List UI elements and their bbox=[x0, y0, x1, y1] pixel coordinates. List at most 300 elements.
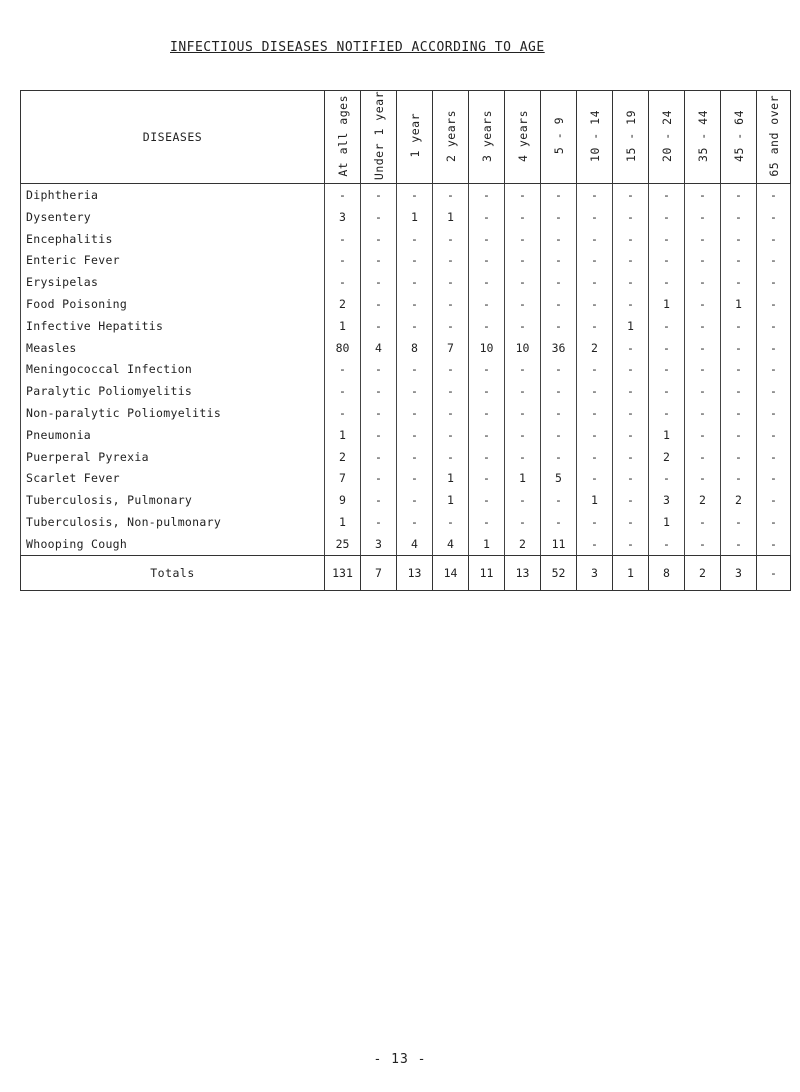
age-column-header bbox=[649, 91, 685, 184]
disease-name: Tuberculosis, Pulmonary bbox=[21, 489, 325, 511]
count-cell: - bbox=[721, 533, 757, 555]
count-cell: - bbox=[541, 184, 577, 206]
count-cell: - bbox=[721, 228, 757, 250]
count-cell: - bbox=[433, 228, 469, 250]
total-cell: 14 bbox=[433, 555, 469, 590]
count-cell: - bbox=[757, 293, 791, 315]
count-cell: - bbox=[649, 380, 685, 402]
count-cell: - bbox=[505, 511, 541, 533]
count-cell: - bbox=[397, 402, 433, 424]
count-cell: - bbox=[613, 337, 649, 359]
count-cell: - bbox=[721, 315, 757, 337]
count-cell: - bbox=[361, 358, 397, 380]
count-cell: - bbox=[469, 228, 505, 250]
count-cell: - bbox=[505, 380, 541, 402]
age-column-label: 65 and over bbox=[766, 94, 781, 177]
count-cell: - bbox=[685, 446, 721, 468]
count-cell: - bbox=[613, 358, 649, 380]
totals-row bbox=[21, 555, 791, 590]
count-cell: - bbox=[361, 511, 397, 533]
count-cell: - bbox=[685, 315, 721, 337]
count-cell: - bbox=[613, 206, 649, 228]
disease-name: Measles bbox=[21, 337, 325, 359]
count-cell: - bbox=[433, 315, 469, 337]
count-cell: - bbox=[649, 358, 685, 380]
count-cell: 2 bbox=[649, 446, 685, 468]
count-cell: - bbox=[433, 424, 469, 446]
count-cell: - bbox=[685, 467, 721, 489]
count-cell: - bbox=[505, 293, 541, 315]
count-cell: 2 bbox=[721, 489, 757, 511]
count-cell: - bbox=[577, 206, 613, 228]
count-cell: 11 bbox=[541, 533, 577, 555]
age-column-label: 3 years bbox=[479, 109, 494, 162]
count-cell: - bbox=[397, 293, 433, 315]
age-column-label: 15 - 19 bbox=[623, 109, 638, 162]
total-cell: 13 bbox=[397, 555, 433, 590]
total-cell: 11 bbox=[469, 555, 505, 590]
total-cell: - bbox=[757, 555, 791, 590]
count-cell: - bbox=[577, 380, 613, 402]
count-cell: - bbox=[577, 358, 613, 380]
count-cell: 1 bbox=[649, 511, 685, 533]
count-cell: 2 bbox=[325, 293, 361, 315]
count-cell: - bbox=[505, 446, 541, 468]
count-cell: - bbox=[397, 271, 433, 293]
count-cell: - bbox=[469, 184, 505, 206]
disease-name: Infective Hepatitis bbox=[21, 315, 325, 337]
count-cell: 1 bbox=[649, 424, 685, 446]
count-cell: - bbox=[757, 337, 791, 359]
count-cell: - bbox=[541, 249, 577, 271]
count-cell: - bbox=[757, 533, 791, 555]
count-cell: 3 bbox=[361, 533, 397, 555]
count-cell: - bbox=[505, 249, 541, 271]
count-cell: 80 bbox=[325, 337, 361, 359]
count-cell: - bbox=[757, 249, 791, 271]
count-cell: - bbox=[613, 249, 649, 271]
count-cell: - bbox=[613, 511, 649, 533]
count-cell: - bbox=[541, 358, 577, 380]
total-cell: 1 bbox=[613, 555, 649, 590]
count-cell: - bbox=[505, 271, 541, 293]
count-cell: - bbox=[361, 184, 397, 206]
count-cell: - bbox=[757, 271, 791, 293]
disease-name: Erysipelas bbox=[21, 271, 325, 293]
count-cell: 4 bbox=[361, 337, 397, 359]
count-cell: - bbox=[721, 271, 757, 293]
total-cell: 52 bbox=[541, 555, 577, 590]
count-cell: - bbox=[721, 380, 757, 402]
count-cell: 1 bbox=[433, 489, 469, 511]
count-cell: - bbox=[541, 293, 577, 315]
total-cell: 131 bbox=[325, 555, 361, 590]
table-row bbox=[21, 228, 791, 250]
age-column-header bbox=[325, 91, 361, 184]
count-cell: - bbox=[433, 293, 469, 315]
age-column-header bbox=[541, 91, 577, 184]
total-cell: 8 bbox=[649, 555, 685, 590]
count-cell: 9 bbox=[325, 489, 361, 511]
header-row bbox=[21, 91, 791, 184]
count-cell: - bbox=[433, 511, 469, 533]
count-cell: - bbox=[541, 511, 577, 533]
notifications-table bbox=[20, 90, 791, 591]
count-cell: - bbox=[469, 358, 505, 380]
count-cell: - bbox=[577, 467, 613, 489]
count-cell: - bbox=[613, 489, 649, 511]
count-cell: - bbox=[721, 184, 757, 206]
table-row bbox=[21, 380, 791, 402]
count-cell: - bbox=[397, 489, 433, 511]
count-cell: - bbox=[613, 446, 649, 468]
total-cell: 2 bbox=[685, 555, 721, 590]
count-cell: - bbox=[325, 249, 361, 271]
count-cell: - bbox=[721, 467, 757, 489]
count-cell: 2 bbox=[685, 489, 721, 511]
count-cell: - bbox=[685, 206, 721, 228]
count-cell: - bbox=[577, 402, 613, 424]
age-column-header bbox=[685, 91, 721, 184]
count-cell: - bbox=[361, 271, 397, 293]
age-column-label: 35 - 44 bbox=[695, 109, 710, 162]
table-row bbox=[21, 358, 791, 380]
count-cell: - bbox=[721, 249, 757, 271]
table-row bbox=[21, 467, 791, 489]
count-cell: 7 bbox=[325, 467, 361, 489]
count-cell: 1 bbox=[433, 467, 469, 489]
count-cell: - bbox=[685, 184, 721, 206]
disease-name: Meningococcal Infection bbox=[21, 358, 325, 380]
age-column-header bbox=[577, 91, 613, 184]
page-title: INFECTIOUS DISEASES NOTIFIED ACCORDING TO AGE bbox=[170, 40, 545, 55]
age-column-header bbox=[505, 91, 541, 184]
count-cell: 1 bbox=[721, 293, 757, 315]
count-cell: - bbox=[361, 206, 397, 228]
count-cell: - bbox=[325, 228, 361, 250]
count-cell: - bbox=[469, 380, 505, 402]
count-cell: - bbox=[397, 467, 433, 489]
count-cell: - bbox=[433, 446, 469, 468]
count-cell: - bbox=[469, 315, 505, 337]
count-cell: - bbox=[757, 402, 791, 424]
count-cell: - bbox=[757, 446, 791, 468]
count-cell: - bbox=[613, 184, 649, 206]
age-column-label: 20 - 24 bbox=[659, 109, 674, 162]
count-cell: - bbox=[361, 489, 397, 511]
count-cell: 3 bbox=[649, 489, 685, 511]
count-cell: - bbox=[757, 228, 791, 250]
count-cell: - bbox=[397, 249, 433, 271]
age-column-header bbox=[469, 91, 505, 184]
age-column-label: 1 year bbox=[407, 113, 422, 158]
count-cell: - bbox=[361, 424, 397, 446]
count-cell: - bbox=[505, 402, 541, 424]
count-cell: - bbox=[361, 402, 397, 424]
table-body bbox=[21, 184, 791, 556]
age-column-header bbox=[361, 91, 397, 184]
count-cell: - bbox=[577, 293, 613, 315]
count-cell: - bbox=[613, 467, 649, 489]
age-column-label: 2 years bbox=[443, 109, 458, 162]
count-cell: - bbox=[469, 402, 505, 424]
count-cell: - bbox=[721, 402, 757, 424]
count-cell: - bbox=[649, 271, 685, 293]
count-cell: - bbox=[577, 271, 613, 293]
count-cell: - bbox=[541, 424, 577, 446]
count-cell: - bbox=[649, 315, 685, 337]
count-cell: - bbox=[325, 358, 361, 380]
disease-name: Scarlet Fever bbox=[21, 467, 325, 489]
count-cell: - bbox=[505, 206, 541, 228]
count-cell: - bbox=[505, 489, 541, 511]
age-column-label: 4 years bbox=[515, 109, 530, 162]
age-column-label: 45 - 64 bbox=[731, 109, 746, 162]
count-cell: - bbox=[325, 402, 361, 424]
disease-name: Tuberculosis, Non-pulmonary bbox=[21, 511, 325, 533]
count-cell: - bbox=[757, 206, 791, 228]
count-cell: - bbox=[757, 489, 791, 511]
count-cell: - bbox=[721, 424, 757, 446]
total-cell: 3 bbox=[721, 555, 757, 590]
count-cell: - bbox=[649, 467, 685, 489]
count-cell: - bbox=[613, 424, 649, 446]
totals-label: Totals bbox=[21, 555, 325, 590]
count-cell: - bbox=[649, 402, 685, 424]
count-cell: - bbox=[541, 402, 577, 424]
diseases-header: DISEASES bbox=[21, 91, 325, 184]
count-cell: - bbox=[685, 337, 721, 359]
count-cell: - bbox=[325, 271, 361, 293]
count-cell: - bbox=[469, 424, 505, 446]
count-cell: - bbox=[721, 337, 757, 359]
count-cell: - bbox=[361, 315, 397, 337]
age-column-header bbox=[433, 91, 469, 184]
count-cell: - bbox=[721, 358, 757, 380]
count-cell: 1 bbox=[325, 511, 361, 533]
count-cell: - bbox=[505, 424, 541, 446]
count-cell: - bbox=[505, 228, 541, 250]
count-cell: - bbox=[433, 380, 469, 402]
count-cell: 2 bbox=[325, 446, 361, 468]
count-cell: - bbox=[613, 293, 649, 315]
total-cell: 3 bbox=[577, 555, 613, 590]
table-row bbox=[21, 184, 791, 206]
count-cell: - bbox=[613, 402, 649, 424]
count-cell: - bbox=[325, 380, 361, 402]
disease-name: Non-paralytic Poliomyelitis bbox=[21, 402, 325, 424]
count-cell: - bbox=[433, 184, 469, 206]
count-cell: - bbox=[685, 249, 721, 271]
total-cell: 13 bbox=[505, 555, 541, 590]
count-cell: - bbox=[541, 446, 577, 468]
count-cell: - bbox=[613, 380, 649, 402]
count-cell: 10 bbox=[469, 337, 505, 359]
count-cell: - bbox=[577, 446, 613, 468]
count-cell: - bbox=[541, 228, 577, 250]
count-cell: - bbox=[505, 315, 541, 337]
count-cell: 4 bbox=[433, 533, 469, 555]
age-column-label: 10 - 14 bbox=[587, 109, 602, 162]
count-cell: - bbox=[541, 315, 577, 337]
age-column-label: 5 - 9 bbox=[551, 116, 566, 155]
count-cell: - bbox=[685, 358, 721, 380]
disease-name: Pneumonia bbox=[21, 424, 325, 446]
disease-name: Paralytic Poliomyelitis bbox=[21, 380, 325, 402]
table-row bbox=[21, 337, 791, 359]
count-cell: - bbox=[541, 489, 577, 511]
count-cell: - bbox=[721, 511, 757, 533]
table-row bbox=[21, 293, 791, 315]
count-cell: - bbox=[649, 228, 685, 250]
count-cell: - bbox=[361, 249, 397, 271]
count-cell: - bbox=[577, 249, 613, 271]
table-row bbox=[21, 533, 791, 555]
count-cell: - bbox=[541, 206, 577, 228]
total-cell: 7 bbox=[361, 555, 397, 590]
count-cell: - bbox=[397, 228, 433, 250]
count-cell: - bbox=[469, 446, 505, 468]
count-cell: - bbox=[613, 533, 649, 555]
count-cell: - bbox=[541, 271, 577, 293]
count-cell: - bbox=[649, 533, 685, 555]
age-column-header bbox=[613, 91, 649, 184]
disease-name: Food Poisoning bbox=[21, 293, 325, 315]
count-cell: - bbox=[325, 184, 361, 206]
count-cell: - bbox=[433, 358, 469, 380]
count-cell: - bbox=[721, 206, 757, 228]
count-cell: 2 bbox=[505, 533, 541, 555]
count-cell: - bbox=[757, 511, 791, 533]
count-cell: - bbox=[397, 358, 433, 380]
count-cell: - bbox=[613, 228, 649, 250]
count-cell: - bbox=[361, 228, 397, 250]
count-cell: - bbox=[397, 315, 433, 337]
count-cell: - bbox=[469, 271, 505, 293]
age-column-header bbox=[397, 91, 433, 184]
table-row bbox=[21, 489, 791, 511]
count-cell: 2 bbox=[577, 337, 613, 359]
count-cell: 7 bbox=[433, 337, 469, 359]
count-cell: - bbox=[505, 184, 541, 206]
count-cell: - bbox=[649, 249, 685, 271]
count-cell: 8 bbox=[397, 337, 433, 359]
count-cell: - bbox=[577, 511, 613, 533]
age-column-label: Under 1 year bbox=[371, 91, 386, 181]
count-cell: - bbox=[469, 489, 505, 511]
count-cell: - bbox=[469, 293, 505, 315]
table-row bbox=[21, 249, 791, 271]
count-cell: - bbox=[433, 402, 469, 424]
age-column-label: At all ages bbox=[335, 94, 350, 177]
count-cell: - bbox=[685, 271, 721, 293]
age-column-header bbox=[721, 91, 757, 184]
disease-name: Whooping Cough bbox=[21, 533, 325, 555]
count-cell: - bbox=[397, 184, 433, 206]
count-cell: 10 bbox=[505, 337, 541, 359]
count-cell: - bbox=[397, 424, 433, 446]
count-cell: - bbox=[757, 424, 791, 446]
count-cell: - bbox=[541, 380, 577, 402]
count-cell: 1 bbox=[505, 467, 541, 489]
table-row bbox=[21, 206, 791, 228]
disease-name: Puerperal Pyrexia bbox=[21, 446, 325, 468]
count-cell: 36 bbox=[541, 337, 577, 359]
count-cell: 25 bbox=[325, 533, 361, 555]
count-cell: - bbox=[361, 467, 397, 489]
count-cell: - bbox=[685, 424, 721, 446]
count-cell: - bbox=[757, 380, 791, 402]
count-cell: - bbox=[577, 424, 613, 446]
count-cell: 1 bbox=[397, 206, 433, 228]
page-number: - 13 - bbox=[373, 1052, 427, 1067]
table-row bbox=[21, 315, 791, 337]
count-cell: - bbox=[757, 184, 791, 206]
count-cell: - bbox=[757, 467, 791, 489]
count-cell: - bbox=[577, 533, 613, 555]
count-cell: - bbox=[757, 358, 791, 380]
count-cell: 1 bbox=[325, 315, 361, 337]
count-cell: - bbox=[469, 206, 505, 228]
count-cell: 1 bbox=[649, 293, 685, 315]
age-column-header bbox=[757, 91, 791, 184]
count-cell: - bbox=[613, 271, 649, 293]
table-row bbox=[21, 424, 791, 446]
table-row bbox=[21, 511, 791, 533]
count-cell: - bbox=[397, 380, 433, 402]
count-cell: 5 bbox=[541, 467, 577, 489]
disease-name: Enteric Fever bbox=[21, 249, 325, 271]
count-cell: - bbox=[469, 249, 505, 271]
disease-name: Diphtheria bbox=[21, 184, 325, 206]
count-cell: - bbox=[721, 446, 757, 468]
count-cell: 4 bbox=[397, 533, 433, 555]
count-cell: - bbox=[469, 511, 505, 533]
count-cell: - bbox=[649, 337, 685, 359]
count-cell: - bbox=[397, 446, 433, 468]
count-cell: 1 bbox=[433, 206, 469, 228]
count-cell: - bbox=[649, 184, 685, 206]
count-cell: - bbox=[361, 446, 397, 468]
count-cell: - bbox=[685, 380, 721, 402]
count-cell: - bbox=[505, 358, 541, 380]
table-row bbox=[21, 446, 791, 468]
count-cell: 1 bbox=[613, 315, 649, 337]
count-cell: - bbox=[685, 511, 721, 533]
count-cell: - bbox=[577, 184, 613, 206]
count-cell: - bbox=[361, 293, 397, 315]
count-cell: 1 bbox=[469, 533, 505, 555]
count-cell: 1 bbox=[577, 489, 613, 511]
count-cell: - bbox=[685, 293, 721, 315]
table-row bbox=[21, 271, 791, 293]
count-cell: - bbox=[649, 206, 685, 228]
count-cell: - bbox=[757, 315, 791, 337]
count-cell: - bbox=[577, 228, 613, 250]
count-cell: - bbox=[685, 402, 721, 424]
count-cell: 3 bbox=[325, 206, 361, 228]
count-cell: - bbox=[469, 467, 505, 489]
count-cell: - bbox=[433, 249, 469, 271]
count-cell: - bbox=[397, 511, 433, 533]
count-cell: - bbox=[433, 271, 469, 293]
count-cell: - bbox=[685, 228, 721, 250]
disease-name: Dysentery bbox=[21, 206, 325, 228]
count-cell: - bbox=[577, 315, 613, 337]
count-cell: - bbox=[685, 533, 721, 555]
disease-name: Encephalitis bbox=[21, 228, 325, 250]
table-row bbox=[21, 402, 791, 424]
